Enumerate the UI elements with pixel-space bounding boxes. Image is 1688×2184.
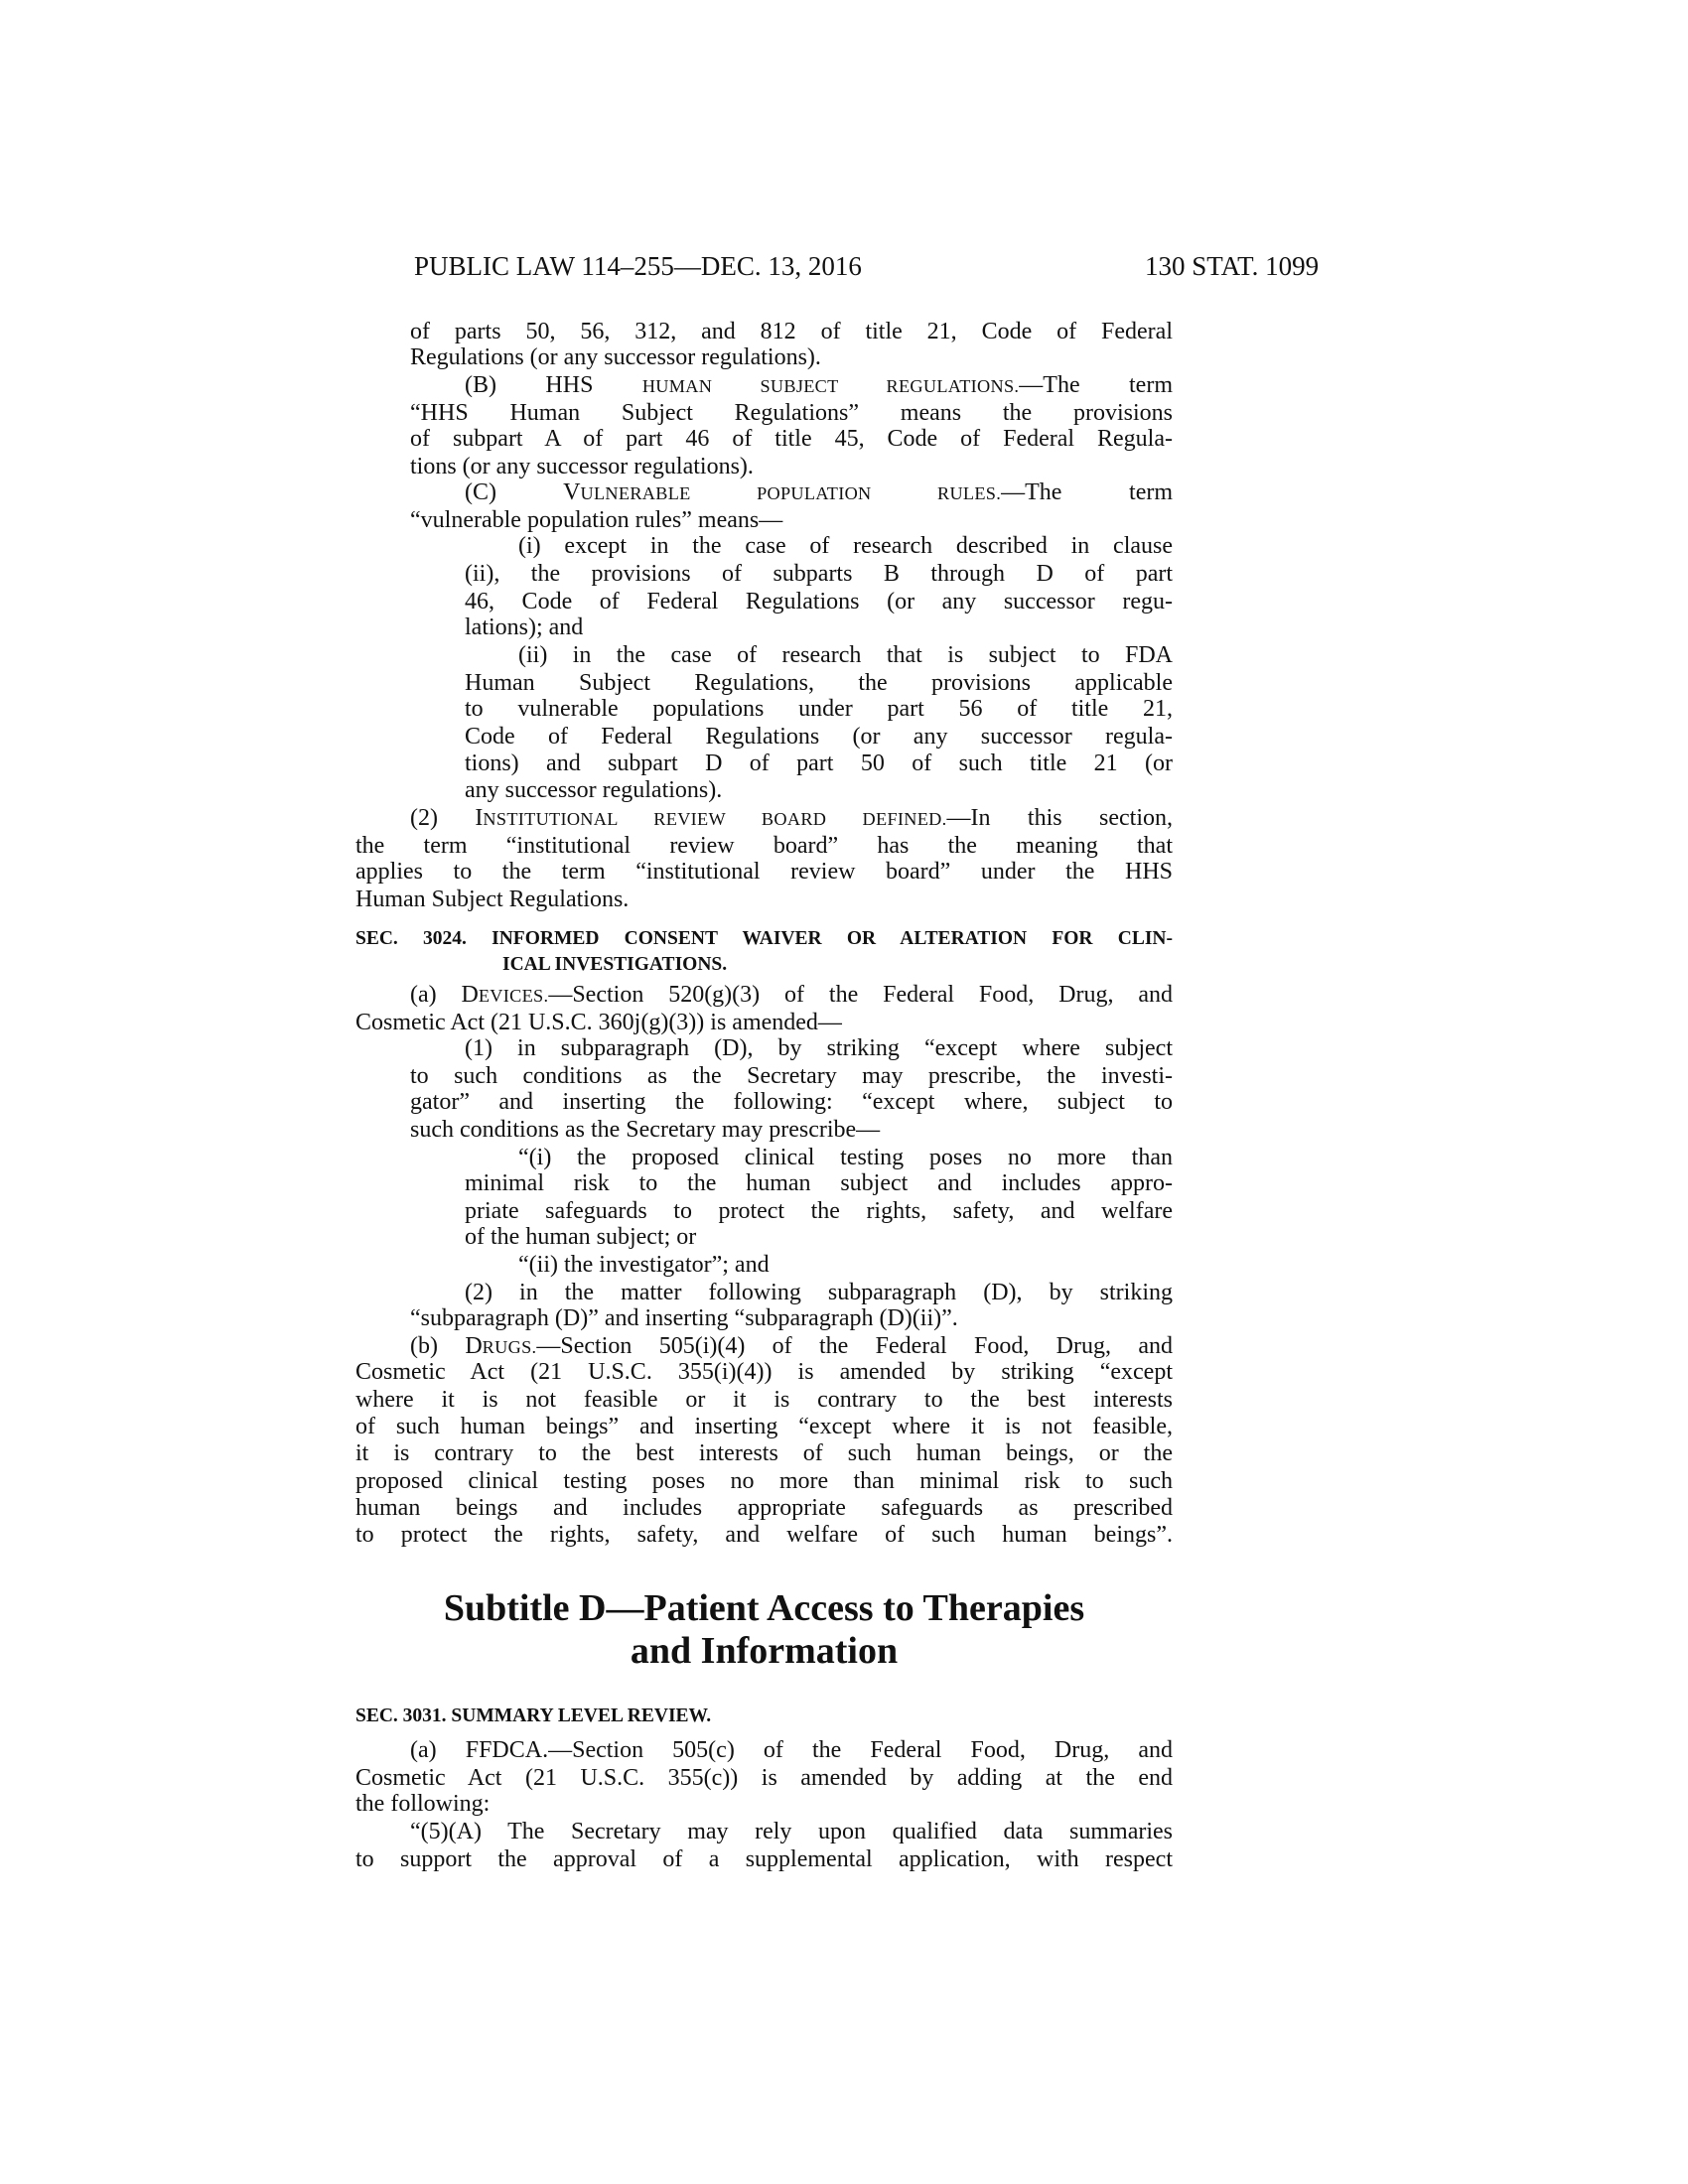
text-segment: such conditions as the Secretary may prescribe— (410, 1117, 881, 1143)
text-line (355, 1845, 1173, 1873)
text-segment: it is contrary to the best interests of such human beings, or the (355, 1440, 1173, 1466)
text-line (410, 1818, 1173, 1845)
text-line (410, 453, 1173, 480)
text-line (355, 1386, 1173, 1414)
text-line (465, 1197, 1173, 1225)
text-segment: Cosmetic Act (21 U.S.C. 355(c)) is amended by adding at the end (355, 1765, 1173, 1791)
text-line (410, 804, 1173, 832)
text-segment: (a) D (410, 982, 479, 1008)
text-segment: any successor regulations). (465, 777, 723, 803)
text-line (355, 1439, 1173, 1467)
text-line (465, 776, 1173, 804)
text-segment: of parts 50, 56, 312, and 812 of title 21, Code of Federal (410, 319, 1173, 344)
text-line (410, 425, 1173, 453)
text-segment: lations); and (465, 614, 584, 640)
section-3024-heading: SEC. 3024. INFORMED CONSENT WAIVER OR ALTERATION FOR CLIN- (355, 928, 1173, 949)
text-segment: (2) in the matter following subparagraph (D), by striking (465, 1280, 1173, 1305)
text-segment: to protect the rights, safety, and welfare of such human beings”. (355, 1522, 1173, 1548)
text-segment: of subpart A of part 46 of title 45, Code of Federal Regula- (410, 426, 1173, 452)
text-segment: Human Subject Regulations. (355, 887, 630, 912)
text-segment: Cosmetic Act (21 U.S.C. 360j(g)(3)) is amended— (355, 1010, 842, 1035)
text-segment: (C) V (465, 479, 581, 505)
text-segment: —In this section, (946, 805, 1173, 831)
text-segment: (B) HHS (465, 372, 642, 398)
text-segment: (i) except in the case of research described in clause (518, 533, 1173, 559)
text-segment: Human Subject Regulations, the provisions applicable (465, 670, 1173, 696)
subtitle-heading-cont: and Information (630, 1630, 899, 1672)
text-segment: to support the approval of a supplemental application, with respect (355, 1846, 1173, 1872)
text-line (355, 1358, 1173, 1386)
text-line (465, 723, 1173, 751)
text-segment: the term “institutional review board” has the meaning that (355, 833, 1173, 859)
text-segment: Regulations (or any successor regulations). (410, 344, 821, 370)
text-segment: to vulnerable populations under part 56 of title 21, (465, 696, 1173, 722)
text-line (465, 588, 1173, 615)
text-line (518, 532, 1173, 560)
text-segment: where it is not feasible or it is contrary to the best interests (355, 1387, 1173, 1413)
text-line (355, 1521, 1173, 1549)
section-3031-heading: SEC. 3031. SUMMARY LEVEL REVIEW. (355, 1706, 712, 1726)
text-line (410, 506, 1173, 534)
text-segment: of the human subject; or (465, 1224, 697, 1250)
text-segment: (ii) in the case of research that is subject to FDA (518, 642, 1173, 668)
small-caps-heading-text: HUMAN SUBJECT REGULATIONS. (641, 376, 1020, 396)
text-line (410, 343, 1173, 371)
section-3024-heading-cont: ICAL INVESTIGATIONS. (502, 954, 728, 975)
text-segment: “(ii) the investigator”; and (518, 1252, 770, 1278)
text-segment: “(5)(A) The Secretary may rely upon qualified data summaries (410, 1819, 1173, 1844)
text-segment: “subparagraph (D)” and inserting “subparagraph (D)(ii)”. (410, 1305, 958, 1331)
text-line (465, 669, 1173, 697)
text-line (410, 399, 1173, 427)
text-segment: (ii), the provisions of subparts B through D of part (465, 561, 1173, 587)
text-line (355, 832, 1173, 860)
text-line (465, 1223, 1173, 1251)
text-line (465, 371, 1173, 399)
text-line (410, 981, 1173, 1009)
text-segment: the following: (355, 1791, 491, 1817)
text-segment: “(i) the proposed clinical testing poses no more than (518, 1145, 1173, 1170)
text-line (355, 858, 1173, 886)
text-segment: —Section 520(g)(3) of the Federal Food, Drug, and (548, 982, 1173, 1008)
text-segment: —The term (1019, 372, 1173, 398)
text-segment: —Section 505(i)(4) of the Federal Food, Drug, and (536, 1333, 1173, 1359)
text-line (465, 1034, 1173, 1062)
text-line (410, 1062, 1173, 1090)
text-line (465, 750, 1173, 777)
text-segment: —The term (1001, 479, 1173, 505)
text-segment: (a) FFDCA.—Section 505(c) of the Federal Food, Drug, and (410, 1737, 1173, 1763)
text-segment: Cosmetic Act (21 U.S.C. 355(i)(4)) is amended by striking “except (355, 1359, 1173, 1385)
text-segment: tions) and subpart D of part 50 of such title 21 (or (465, 751, 1173, 776)
text-line (465, 1279, 1173, 1306)
text-line (410, 1736, 1173, 1764)
small-caps-heading-text: ULNERABLE POPULATION RULES. (580, 483, 1002, 503)
small-caps-heading-text: NSTITUTIONAL REVIEW BOARD DEFINED. (483, 809, 947, 829)
small-caps-heading-text: RUGS. (482, 1337, 537, 1357)
running-header-page: 130 STAT. 1099 (1145, 251, 1320, 281)
text-line (465, 478, 1173, 506)
text-line (410, 1304, 1173, 1332)
text-segment: proposed clinical testing poses no more than minimal risk to such (355, 1468, 1173, 1494)
text-segment: Code of Federal Regulations (or any successor regula- (465, 724, 1173, 750)
text-line (355, 1764, 1173, 1792)
text-line (465, 560, 1173, 588)
text-line (465, 1169, 1173, 1197)
text-segment: to such conditions as the Secretary may prescribe, the investi- (410, 1063, 1173, 1089)
text-line (465, 695, 1173, 723)
text-line (355, 1413, 1173, 1440)
text-segment: (1) in subparagraph (D), by striking “except where subject (465, 1035, 1173, 1061)
small-caps-heading-text: EVICES. (478, 986, 549, 1006)
text-line (355, 1009, 1173, 1036)
text-line (355, 886, 1173, 913)
text-segment: (2) I (410, 805, 484, 831)
text-line (410, 1116, 1173, 1144)
text-line (465, 614, 1173, 641)
running-header-title: PUBLIC LAW 114–255—DEC. 13, 2016 (414, 251, 862, 281)
text-segment: tions (or any successor regulations). (410, 454, 754, 479)
text-segment: minimal risk to the human subject and includes appro- (465, 1170, 1173, 1196)
text-line (410, 1332, 1173, 1360)
text-line (410, 1088, 1173, 1116)
text-segment: (b) D (410, 1333, 483, 1359)
text-segment: gator” and inserting the following: “except where, subject to (410, 1089, 1173, 1115)
text-segment: of such human beings” and inserting “except where it is not feasible, (355, 1414, 1173, 1439)
text-segment: applies to the term “institutional review board” under the HHS (355, 859, 1173, 885)
text-line (355, 1494, 1173, 1522)
text-line (518, 1251, 1173, 1279)
text-segment: “vulnerable population rules” means— (410, 507, 783, 533)
text-segment: priate safeguards to protect the rights, safety, and welfare (465, 1198, 1173, 1224)
subtitle-heading: Subtitle D—Patient Access to Therapies (443, 1587, 1085, 1629)
text-line (355, 1467, 1173, 1495)
text-segment: human beings and includes appropriate safeguards as prescribed (355, 1495, 1173, 1521)
text-line (518, 1144, 1173, 1171)
text-line (518, 641, 1173, 669)
text-segment: “HHS Human Subject Regulations” means the provisions (410, 400, 1173, 426)
text-segment: 46, Code of Federal Regulations (or any successor regu- (465, 589, 1173, 614)
text-line (410, 318, 1173, 345)
text-line (355, 1790, 1173, 1818)
